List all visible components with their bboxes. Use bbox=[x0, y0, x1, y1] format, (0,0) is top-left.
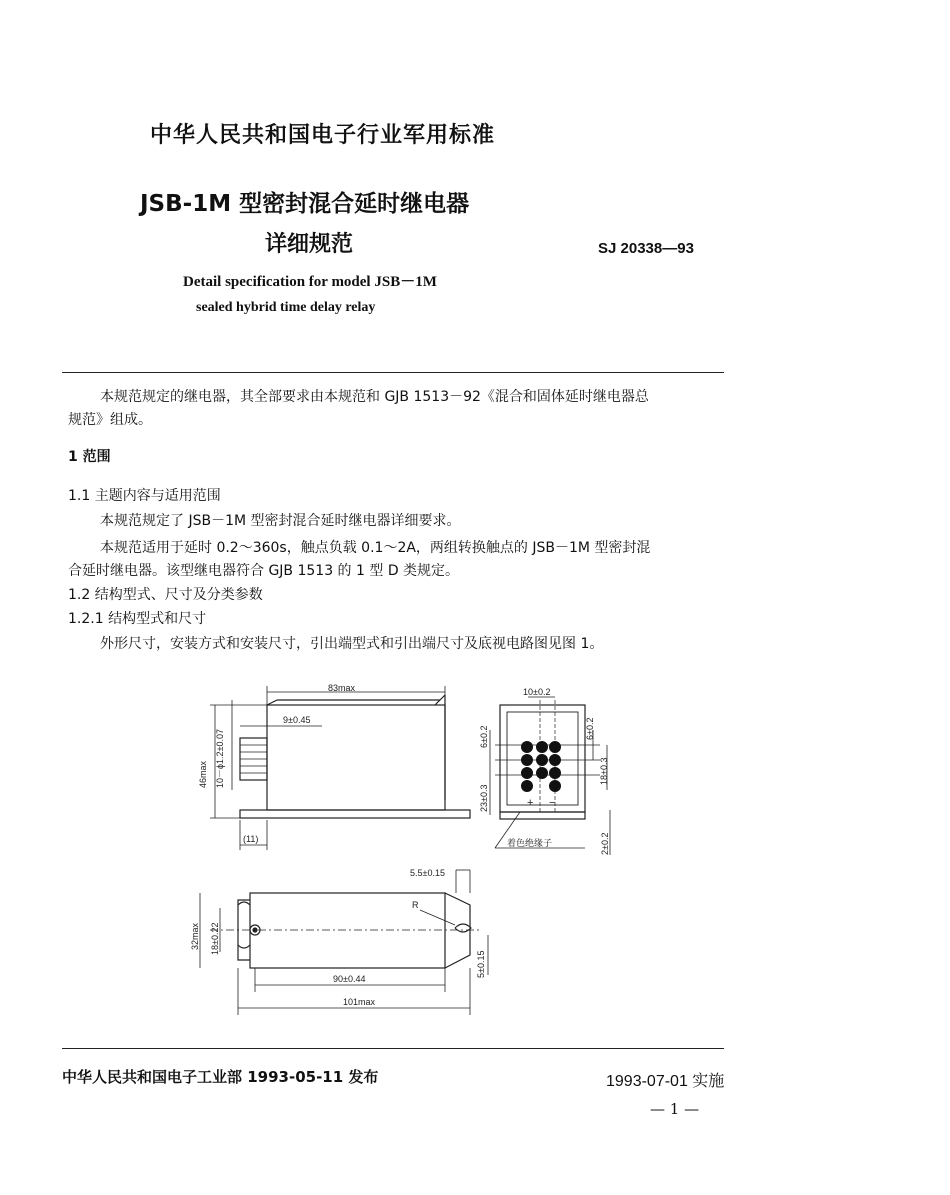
dim-5-5: 5.5±0.15 bbox=[410, 868, 445, 878]
section121-para: 外形尺寸，安装方式和安装尺寸，引出端型式和引出端尺寸及底视电路图见图 1。 bbox=[100, 636, 604, 652]
section121-heading: 1.2.1 结构型式和尺寸 bbox=[68, 611, 207, 627]
doc-title: JSB-1M 型密封混合延时继电器 bbox=[140, 191, 470, 217]
effective-date: 1993-07-01 实施 bbox=[606, 1073, 725, 1090]
page-number: — 1 — bbox=[650, 1100, 700, 1118]
figure-1-drawing bbox=[180, 670, 650, 1030]
english-title-line2: sealed hybrid time delay relay bbox=[196, 300, 376, 315]
section11-heading: 1.1 主题内容与适用范围 bbox=[68, 488, 221, 504]
dim-11: (11) bbox=[243, 834, 259, 844]
dim-101max: 101max bbox=[343, 997, 376, 1007]
issuer-title: 中华人民共和国电子行业军用标准 bbox=[150, 123, 496, 148]
dim-5: 5±0.15 bbox=[476, 950, 486, 978]
section11-para1: 本规范规定了 JSB－1M 型密封混合延时继电器详细要求。 bbox=[100, 513, 461, 529]
doc-subtitle: 详细规范 bbox=[265, 232, 354, 257]
dim-18a: 18±0.3 bbox=[599, 757, 609, 785]
dim-32max: 32max bbox=[190, 922, 200, 950]
dim-2: 2±0.2 bbox=[600, 832, 610, 855]
header-rule bbox=[62, 372, 724, 373]
pin-plus-label: + bbox=[527, 797, 534, 809]
section1-heading: 1 范围 bbox=[68, 449, 111, 465]
dim-9: 9±0.45 bbox=[283, 715, 311, 725]
side-view bbox=[210, 686, 470, 850]
section12-heading: 1.2 结构型式、尺寸及分类参数 bbox=[68, 587, 263, 603]
dim-6b: 6±0.2 bbox=[585, 717, 595, 740]
insulator-note: 着色绝缘子 bbox=[507, 838, 553, 848]
section11-para2-line2: 合延时继电器。该型继电器符合 GJB 1513 的 1 型 D 类规定。 bbox=[68, 563, 460, 579]
dim-pin-dia: 10－ϕ1.2±0.07 bbox=[215, 728, 225, 788]
dim-18b: 18±0.22 bbox=[210, 922, 220, 955]
section11-para2-line1: 本规范适用于延时 0.2～360s，触点负载 0.1～2A，两组转换触点的 JSB－1M 型密封混 bbox=[100, 540, 651, 556]
dim-46max: 46max bbox=[198, 760, 208, 788]
english-title-line1: Detail specification for model JSB－1M bbox=[183, 274, 437, 290]
intro-line2: 规范》组成。 bbox=[68, 412, 152, 428]
dim-23: 23±0.3 bbox=[479, 784, 489, 812]
intro-line1: 本规范规定的继电器，其全部要求由本规范和 GJB 1513－92《混合和固体延时继电器总 bbox=[100, 389, 649, 405]
dim-83max: 83max bbox=[328, 683, 356, 693]
issue-date: 中华人民共和国电子工业部 1993-05-11 发布 bbox=[62, 1068, 379, 1086]
dim-10: 10±0.2 bbox=[523, 687, 551, 697]
top-view bbox=[200, 870, 488, 1015]
dim-90: 90±0.44 bbox=[333, 974, 366, 984]
pin-minus-label: − bbox=[549, 797, 556, 809]
label-r: R bbox=[412, 900, 419, 910]
footer-rule bbox=[62, 1048, 724, 1049]
standard-number: SJ 20338—93 bbox=[598, 240, 694, 257]
dim-6a: 6±0.2 bbox=[479, 725, 489, 748]
